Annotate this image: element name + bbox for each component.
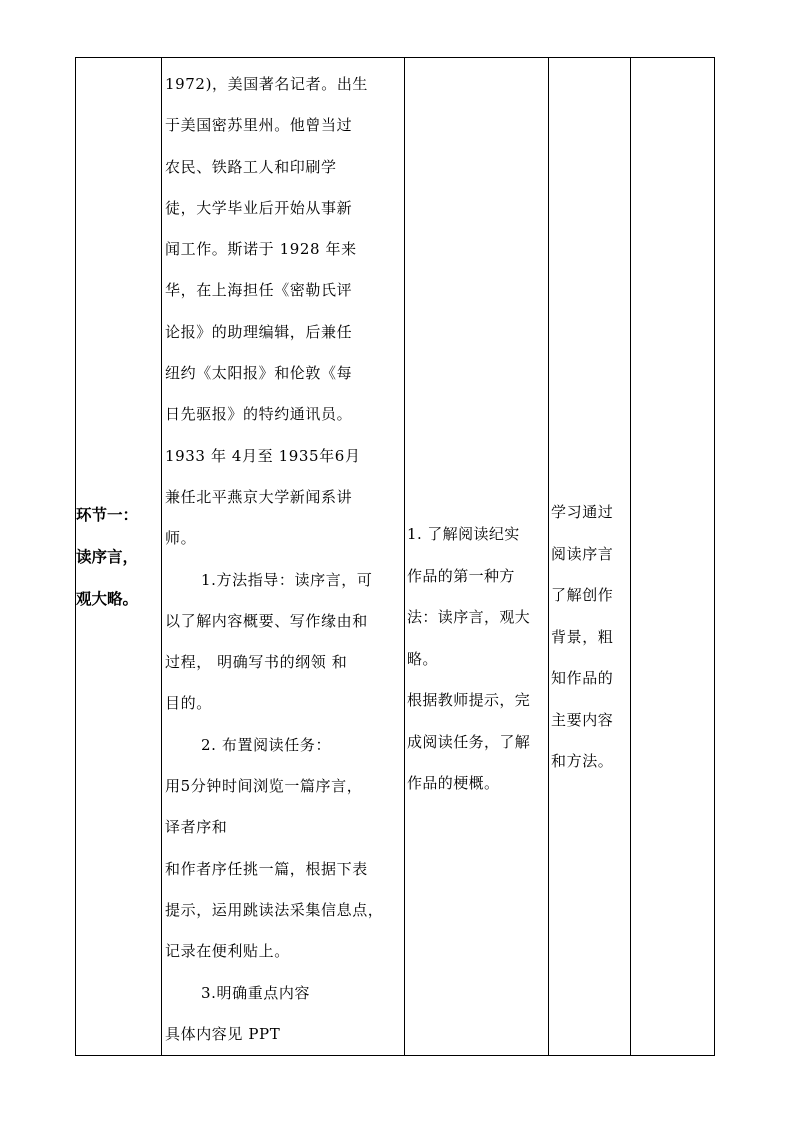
text-line: 提示，运用跳读法采集信息点，: [165, 900, 384, 919]
text-line: 成阅读任务，了解: [407, 732, 531, 751]
text-line: 目的。: [165, 694, 212, 713]
text-line: 1933 年 4月至 1935年6月: [165, 446, 361, 465]
text-line: 于美国密苏里州。他曾当过: [165, 116, 353, 135]
text-line: 2. 布置阅读任务：: [201, 735, 332, 754]
design-intent-cell: [549, 58, 631, 1056]
text-line: 知作品的: [551, 669, 614, 687]
text-line: 作品的第一种方: [407, 566, 515, 585]
text-line: 主要内容: [551, 710, 614, 729]
text-line: 阅读序言: [551, 544, 614, 563]
text-line: 以了解内容概要、写作缘由和: [165, 611, 368, 630]
table-row: [76, 58, 715, 1056]
text-line: 徒，大学毕业后开始从事新: [165, 198, 353, 217]
text-line: 1972)，美国著名记者。出生: [165, 75, 369, 93]
text-line: 和方法。: [551, 752, 614, 770]
text-line: 3.明确重点内容: [201, 983, 311, 1002]
text-line: 根据教师提示，完: [407, 691, 531, 709]
text-line: 1. 了解阅读纪实: [407, 525, 520, 543]
text-line: 学习通过: [551, 503, 614, 521]
text-line: 闻工作。斯诺于 1928 年来: [165, 240, 357, 259]
text-line: 日先驱报》的特约通讯员。: [165, 405, 353, 424]
text-line: 法：读序言，观大: [407, 608, 531, 626]
student-activity-cell: [405, 58, 549, 1056]
stage-cell: [76, 58, 162, 1056]
text-line: 作品的梗概。: [407, 774, 500, 792]
teacher-activity-cell: [162, 58, 405, 1056]
text-line: 华，在上海担任《密勒氏评: [165, 281, 353, 300]
lesson-plan-table: [75, 57, 715, 1056]
text-line: 记录在便利贴上。: [165, 942, 290, 961]
remarks-cell: [631, 58, 715, 1056]
text-line: 用5分钟时间浏览一篇序言，: [165, 777, 363, 796]
stage-line: 读序言，: [76, 546, 139, 566]
text-line: 农民、铁路工人和印刷学: [165, 157, 337, 176]
text-line: 略。: [407, 649, 438, 668]
text-line: 和作者序任挑一篇，根据下表: [165, 859, 368, 878]
text-line: 背景，粗: [551, 627, 614, 646]
text-line: 过程， 明确写书的纲领 和: [165, 653, 348, 672]
text-line: 了解创作: [551, 586, 614, 604]
text-line: 兼任北平燕京大学新闻系讲: [165, 487, 353, 506]
stage-line: 环节一：: [76, 504, 139, 524]
text-line: 论报》的助理编辑，后兼任: [165, 322, 353, 341]
text-line: 纽约《太阳报》和伦敦《每: [165, 364, 353, 383]
text-line: 译者序和: [165, 818, 228, 837]
text-line: 1.方法指导：读序言，可: [201, 570, 373, 589]
text-line: 师。: [165, 529, 197, 548]
stage-line: 观大略。: [76, 588, 139, 608]
text-line: 具体内容见 PPT: [165, 1024, 281, 1043]
